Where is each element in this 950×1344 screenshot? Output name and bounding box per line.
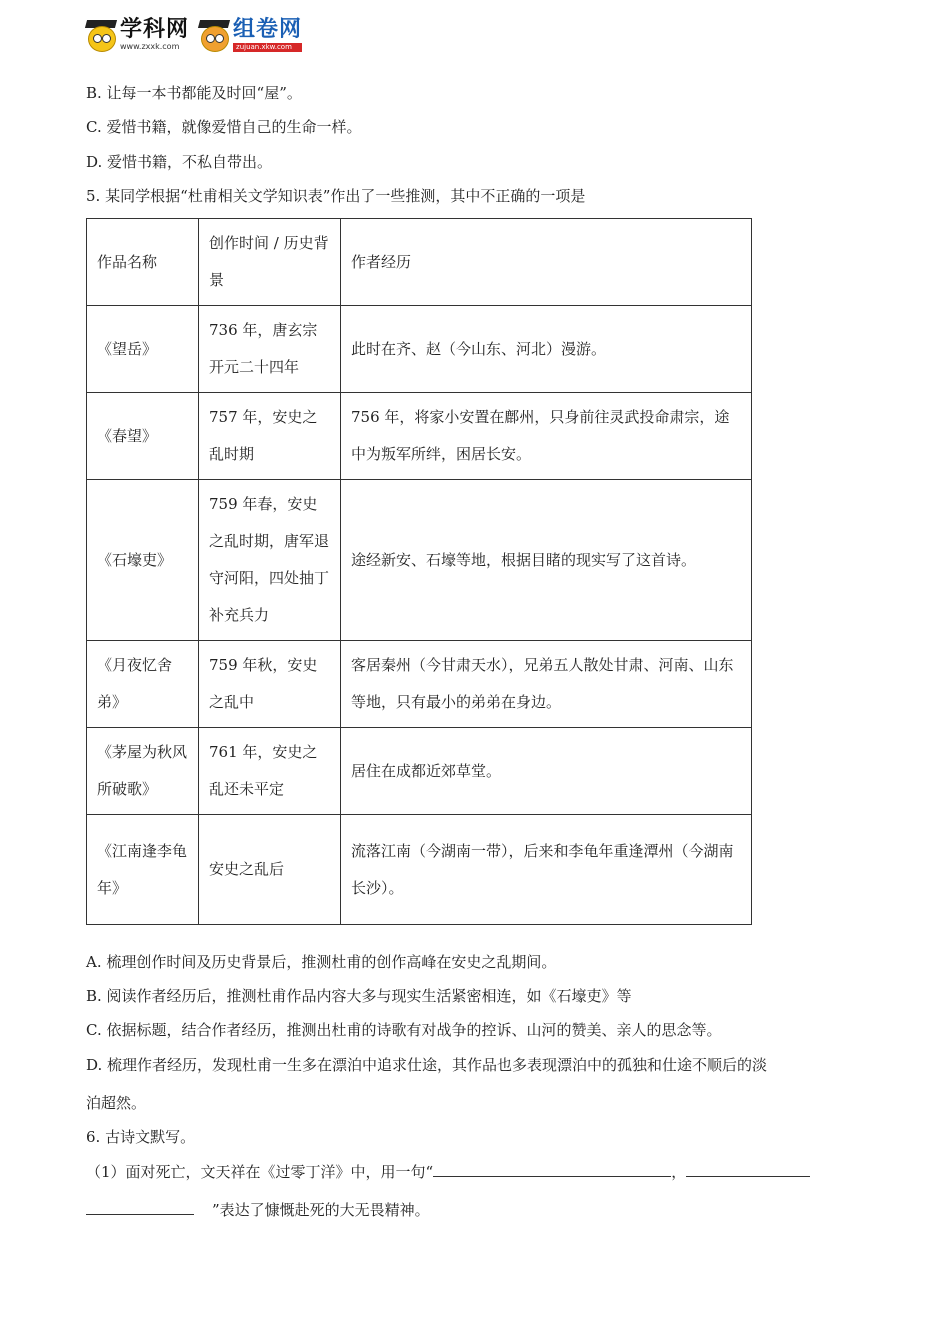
table-cell: 759 年春，安史之乱时期，唐军退守河阳，四处抽丁补充兵力: [199, 480, 341, 641]
logo1-sub: www.zxxk.com: [120, 42, 180, 51]
prev-option-d: D. 爱惜书籍，不私自带出。: [86, 153, 273, 171]
table-row: [87, 393, 752, 480]
table-cell: 《茅屋为秋风所破歌》: [87, 728, 199, 815]
table-header-row: [87, 219, 752, 306]
table-cell: 《望岳》: [87, 306, 199, 393]
answer-blank-2-cont[interactable]: [86, 1213, 194, 1215]
q5-option-a: A. 梳理创作时间及历史背景后，推测杜甫的创作高峰在安史之乱期间。: [86, 953, 557, 971]
mascot-icon: [86, 18, 116, 52]
table-row: [87, 306, 752, 393]
table-cell: 《月夜忆舍弟》: [87, 641, 199, 728]
table-cell: 途经新安、石壕等地，根据目睹的现实写了这首诗。: [341, 480, 752, 641]
table-cell: 流落江南（今湖南一带），后来和李龟年重逢潭州（今湖南长沙）。: [341, 815, 752, 925]
logo2-sub: zujuan.xkw.com: [233, 43, 302, 52]
table-cell: 《石壕吏》: [87, 480, 199, 641]
logo1-text: 学科网: [120, 17, 190, 42]
mascot-icon: [199, 18, 229, 52]
header-logos: [86, 12, 302, 58]
table-row: [87, 480, 752, 641]
q5-option-d-cont: 泊超然。: [86, 1094, 147, 1112]
table-cell: 《江南逢李龟年》: [87, 815, 199, 925]
q6-item1-line1: [86, 1161, 810, 1182]
q6-item1-suffix: ”表达了慷慨赴死的大无畏精神。: [212, 1201, 430, 1219]
table-row: [87, 641, 752, 728]
table-row: [87, 815, 752, 925]
table-cell: 《春望》: [87, 393, 199, 480]
prev-option-c: C. 爱惜书籍，就像爱惜自己的生命一样。: [86, 118, 362, 136]
answer-blank-1[interactable]: [433, 1175, 671, 1177]
logo2-text: 组卷网: [233, 16, 303, 42]
table-cell: 756 年，将家小安置在鄜州，只身前往灵武投命肃宗，途中为叛军所绊，困居长安。: [341, 393, 752, 480]
table-cell: 736 年，唐玄宗开元二十四年: [199, 306, 341, 393]
q5-option-d: D. 梳理作者经历，发现杜甫一生多在漂泊中追求仕途，其作品也多表现漂泊中的孤独和仕途不顺后的淡: [86, 1056, 768, 1074]
q6-item1-line2: [86, 1199, 430, 1220]
table-header-cell: 作品名称: [87, 219, 199, 306]
q6-stem: 6. 古诗文默写。: [86, 1128, 196, 1146]
table-cell: 客居秦州（今甘肃天水），兄弟五人散处甘肃、河南、山东等地，只有最小的弟弟在身边。: [341, 641, 752, 728]
table-cell: 安史之乱后: [199, 815, 341, 925]
table-cell: 761 年，安史之乱还未平定: [199, 728, 341, 815]
table-cell: 此时在齐、赵（今山东、河北）漫游。: [341, 306, 752, 393]
table-cell: 759 年秋，安史之乱中: [199, 641, 341, 728]
q6-item1-prefix: （1）面对死亡，文天祥在《过零丁洋》中，用一句“: [86, 1163, 434, 1181]
table-cell: 居住在成都近郊草堂。: [341, 728, 752, 815]
logo-xuekewang: [86, 18, 189, 52]
table-row: [87, 728, 752, 815]
table-header-cell: 作者经历: [341, 219, 752, 306]
q5-option-b: B. 阅读作者经历后，推测杜甫作品内容大多与现实生活紧密相连，如《石壕吏》等: [86, 987, 632, 1005]
answer-blank-2[interactable]: [686, 1175, 810, 1177]
dufu-knowledge-table: [86, 218, 752, 925]
logo-zujuanwang: [199, 18, 302, 52]
q5-option-c: C. 依据标题，结合作者经历，推测出杜甫的诗歌有对战争的控诉、山河的赞美、亲人的思念等。: [86, 1021, 722, 1039]
table-header-cell: 创作时间 / 历史背景: [199, 219, 341, 306]
table-cell: 757 年，安史之乱时期: [199, 393, 341, 480]
q5-stem: 5. 某同学根据“杜甫相关文学知识表”作出了一些推测，其中不正确的一项是: [86, 187, 586, 205]
prev-option-b: B. 让每一本书都能及时回“屋”。: [86, 84, 302, 102]
q6-item1-comma: ，: [671, 1163, 687, 1181]
